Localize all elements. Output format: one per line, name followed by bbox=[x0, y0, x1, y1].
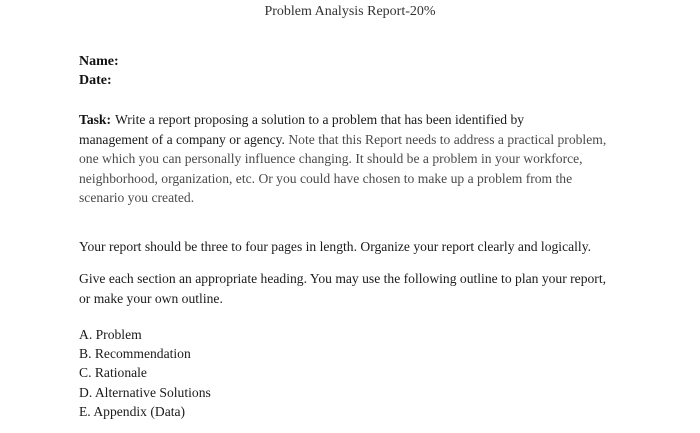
outline-item-rationale: C. Rationale bbox=[79, 365, 147, 381]
task-label: Task: bbox=[79, 112, 111, 127]
task-text-line-5: scenario you created. bbox=[79, 190, 195, 206]
heading-paragraph-line-1: Give each section an appropriate heading. You may use the following outline to plan your report, bbox=[79, 271, 607, 286]
date-field-label: Date: bbox=[79, 73, 112, 88]
task-text-line-2-grey: Note that this Report needs to address a practical problem, bbox=[284, 131, 607, 147]
heading-paragraph-line-2: or make your own outline. bbox=[79, 290, 223, 306]
outline-item-appendix: E. Appendix (Data) bbox=[79, 403, 186, 419]
length-paragraph-text: Your report should be three to four pages in length. Organize your report clearly and logically. bbox=[79, 239, 592, 254]
task-text-line-3: one which you can personally influence changing. It should be a problem in your workforce, bbox=[79, 151, 583, 167]
outline-item-recommendation: B. Recommendation bbox=[79, 346, 191, 362]
task-text-line-4: neighborhood, organization, etc. Or you could have chosen to make up a problem from the bbox=[79, 170, 573, 186]
length-paragraph bbox=[79, 237, 639, 257]
document-title: Problem Analysis Report-20% bbox=[264, 4, 436, 19]
heading-paragraph bbox=[79, 269, 639, 308]
task-line-1 bbox=[79, 110, 639, 130]
task-line-2 bbox=[79, 130, 639, 150]
report-outline-list bbox=[79, 325, 211, 421]
task-text-line-2-dark: management of a company or agency. bbox=[79, 131, 285, 147]
name-field-label: Name: bbox=[79, 54, 119, 69]
task-text-line-1: Write a report proposing a solution to a problem that has been identified by bbox=[115, 112, 525, 127]
task-paragraph bbox=[79, 110, 639, 208]
outline-item-problem: A. Problem bbox=[79, 327, 142, 342]
outline-item-alternative-solutions: D. Alternative Solutions bbox=[79, 384, 211, 400]
